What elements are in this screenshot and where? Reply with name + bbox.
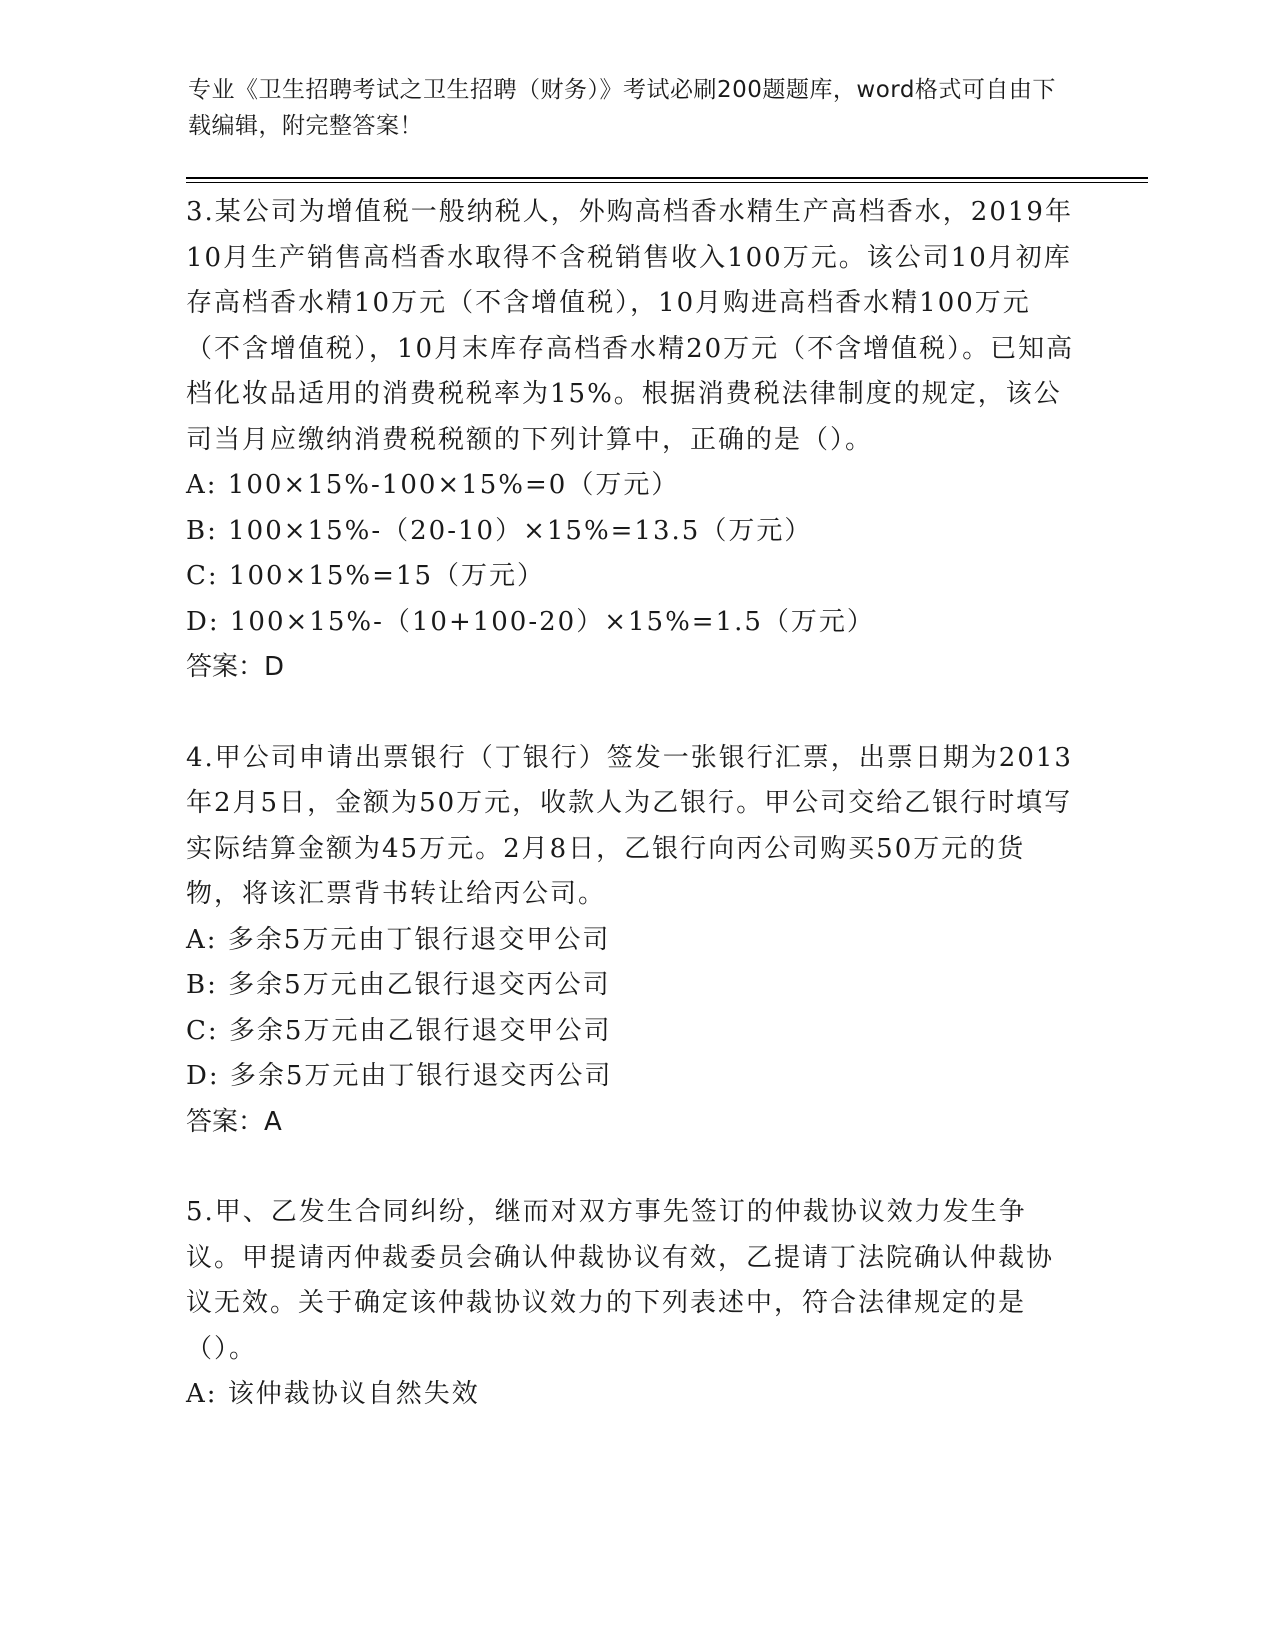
option-a: A: 该仲裁协议自然失效 — [186, 1379, 480, 1409]
question-stem: 3.某公司为增值税一般纳税人，外购高档香水精生产高档香水，2019年10月生产销售高档香水取得不含税销售收入100万元。该公司10月初库存高档香水精10万元（不含增值税），10月购进高档香水精100万元（不含增值税），10月末库存高档香水精20万元（不含增值税）。已知高档化妆品适用的消费税税率为15%。根据消费税法律制度的规定，该公司当月应缴纳消费税税额的下列计算中，正确的是（）。 — [186, 197, 1075, 455]
question-list — [186, 190, 1076, 1418]
option-a: A: 100×15%-100×15%=0（万元） — [186, 470, 680, 500]
header-divider-thick — [186, 177, 1148, 179]
option-d: D: 多余5万元由丁银行退交丙公司 — [186, 1061, 613, 1091]
option-b: B: 多余5万元由乙银行退交丙公司 — [186, 970, 611, 1000]
question-3 — [186, 190, 1076, 691]
answer-line: 答案：D — [186, 652, 285, 682]
option-a: A: 多余5万元由丁银行退交甲公司 — [186, 924, 611, 955]
option-c: C: 多余5万元由乙银行退交甲公司 — [186, 1015, 612, 1046]
option-b: B: 100×15%-（20-10）×15%=13.5（万元） — [186, 515, 813, 546]
header-divider-thin — [186, 182, 1148, 183]
answer-line: 答案：A — [186, 1106, 282, 1137]
question-4 — [186, 736, 1076, 1146]
spacer — [186, 691, 1076, 736]
question-5 — [186, 1190, 1076, 1418]
option-c: C: 100×15%=15（万元） — [186, 561, 545, 591]
document-header: 专业《卫生招聘考试之卫生招聘（财务）》考试必刷200题题库，word格式可自由下载编辑，附完整答案！ — [188, 77, 1056, 139]
spacer — [186, 1145, 1076, 1190]
question-stem: 4.甲公司申请出票银行（丁银行）签发一张银行汇票，出票日期为2013年2月5日，金额为50万元，收款人为乙银行。甲公司交给乙银行时填写实际结算金额为45万元。2月8日，乙银行向丙公司购买50万元的货物，将该汇票背书转让给丙公司。 — [186, 742, 1073, 909]
question-stem: 5.甲、乙发生合同纠纷，继而对双方事先签订的仲裁协议效力发生争议。甲提请丙仲裁委员会确认仲裁协议有效，乙提请丁法院确认仲裁协议无效。关于确定该仲裁协议效力的下列表述中，符合法律规定的是（）。 — [186, 1197, 1055, 1364]
option-d: D: 100×15%-（10+100-20）×15%=1.5（万元） — [186, 606, 875, 637]
